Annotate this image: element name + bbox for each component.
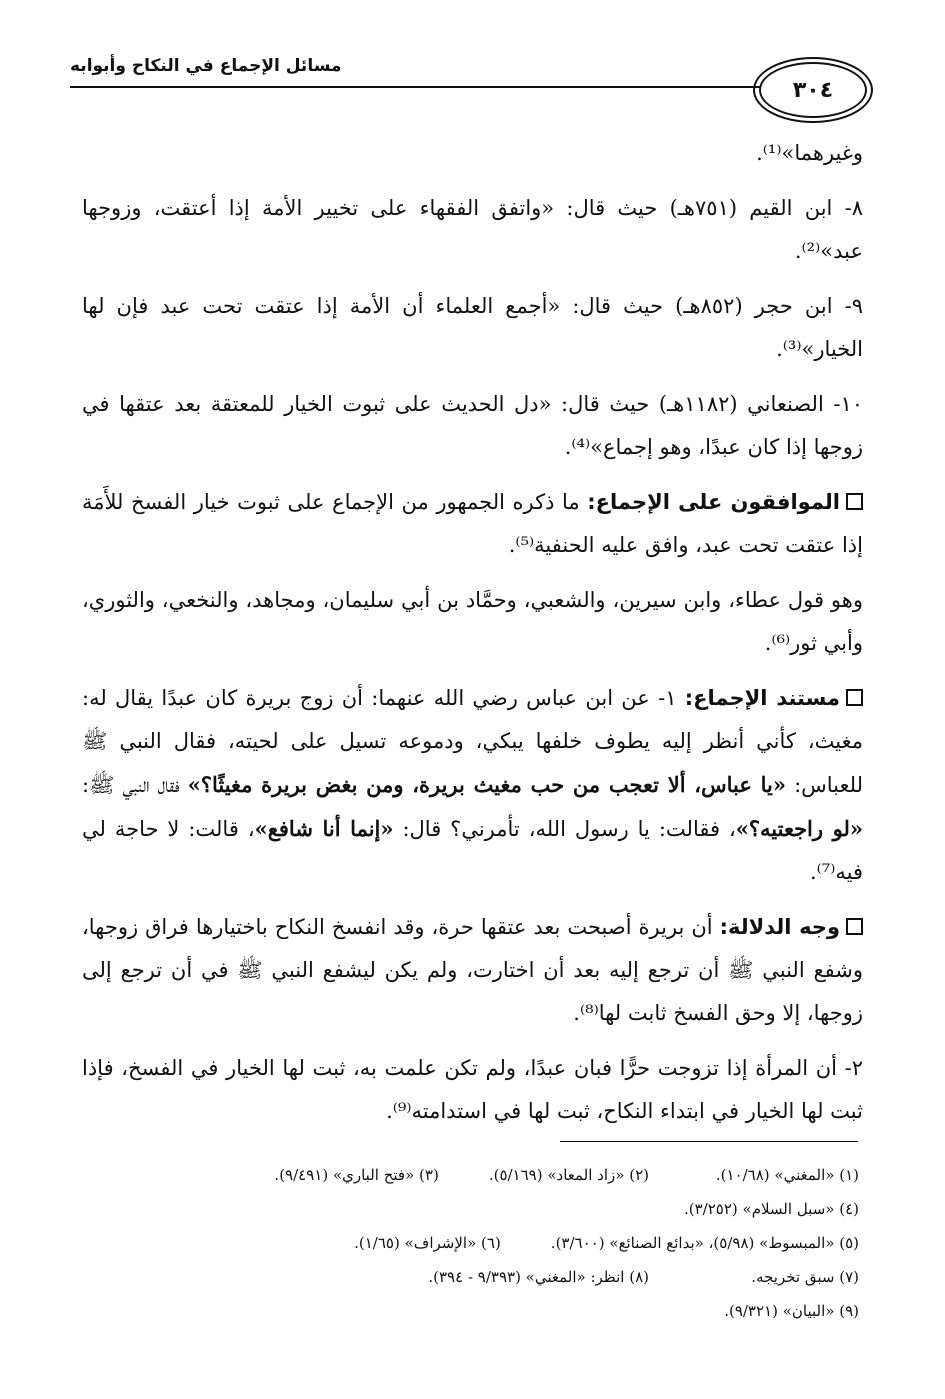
square-bullet-icon: [846, 493, 863, 510]
hadith-quote: «يا عباس، ألا تعجب من حب مغيث بريرة، ومن بغض بريرة مغيثًا؟»: [187, 772, 786, 797]
hadith-quote: «لو راجعتيه؟»: [735, 816, 863, 841]
footnote-row: [82, 1294, 859, 1328]
square-bullet-icon: [846, 689, 863, 706]
footnote: (٦) «الإشراف» (١/٦٥).: [354, 1234, 501, 1252]
square-bullet-icon: [846, 918, 863, 935]
main-text: [82, 132, 863, 1145]
paragraph-ibn-hajar: ٩- ابن حجر (٨٥٢هـ) حيث قال: «أجمع العلماء أن الأمة إذا عتقت تحت عبد فإن لها الخيار»⁽³⁾.: [82, 294, 863, 361]
page-number: ٣٠٤: [759, 62, 867, 118]
footnote: (٣) «فتح الباري» (٩/٤٩١).: [274, 1166, 439, 1184]
heading-evidence: وجه الدلالة:: [719, 915, 840, 939]
footnote-row: [82, 1226, 859, 1260]
footnote-row: [82, 1260, 859, 1294]
paragraph-scholars: وهو قول عطاء، وابن سيرين، والشعبي، وحمَّاد بن أبي سليمان، ومجاهد، والنخعي، والثوري، وأبي ثور⁽⁶⁾.: [82, 588, 863, 655]
footnote: (٩) «البيان» (٩/٣٢١).: [724, 1302, 859, 1320]
footnote-row: [82, 1192, 859, 1226]
footnote-rule: [560, 1141, 858, 1142]
paragraph-agreeing: [82, 481, 863, 567]
heading-agreeing: الموافقون على الإجماع:: [587, 490, 840, 514]
basis-text: ، قالت: لا حاجة لي فيه⁽⁷⁾.: [82, 817, 863, 884]
basis-text: فقال النبي ﷺ:: [82, 773, 188, 797]
paragraph-continuation: وغيرهما»⁽¹⁾.: [756, 141, 863, 165]
footnote: (٧) سبق تخريجه.: [751, 1268, 859, 1286]
footnote: (٢) «زاد المعاد» (٥/١٦٩).: [488, 1166, 649, 1184]
running-title: مسائل الإجماع في النكاح وأبوابه: [70, 56, 342, 76]
basis-text: ، فقالت: يا رسول الله، تأمرني؟ قال:: [393, 817, 736, 841]
paragraph-ibn-qayyim: ٨- ابن القيم (٧٥١هـ) حيث قال: «واتفق الفقهاء على تخيير الأمة إذا أعتقت، وزوجها عبد»⁽²⁾.: [82, 196, 863, 263]
footnote: (١) «المغني» (١٠/٦٨).: [715, 1166, 859, 1184]
evidence-text: أن بريرة أصبحت بعد عتقها حرة، وقد انفسخ النكاح باختيارها فراق زوجها، وشفع النبي ﷺ أن ترجع إليه بعد أن اختارت، ولم يكن ليشفع النبي ﷺ في أن ترجع إلى زوجها، إلا وحق الفسخ ثابت لها⁽⁸⁾.: [82, 915, 863, 1025]
heading-basis: مستند الإجماع:: [684, 686, 840, 710]
paragraph-sanani: ١٠- الصنعاني (١١٨٢هـ) حيث قال: «دل الحديث على ثبوت الخيار للمعتقة بعد عتقها في زوجها إذا كان عبدًا، وهو إجماع»⁽⁴⁾.: [82, 392, 863, 459]
footnote: (٨) انظر: «المغني» (٩/٣٩٣ - ٣٩٤).: [428, 1268, 649, 1286]
paragraph-basis: [82, 677, 863, 894]
footnote: (٥) «المبسوط» (٥/٩٨)، «بدائع الصنائع» (٣/٦٠٠).: [550, 1234, 859, 1252]
header-rule: [70, 86, 835, 88]
footnotes: [82, 1158, 859, 1328]
paragraph-evidence: [82, 906, 863, 1035]
footnote-row: [82, 1158, 859, 1192]
footnote: (٤) «سبل السلام» (٣/٢٥٢).: [683, 1200, 859, 1218]
paragraph-second-proof: ٢- أن المرأة إذا تزوجت حرًّا فبان عبدًا، ولم تكن علمت به، ثبت لها الخيار في الفسخ، فإذا ثبت لها الخيار في ابتداء النكاح، ثبت لها في استدامته⁽⁹⁾.: [82, 1056, 863, 1123]
basis-text: ١- عن ابن عباس رضي الله عنهما: أن زوج بريرة كان عبدًا يقال له: مغيث، كأني أنظر إليه يطوف خلفها يبكي، ودموعه تسيل على لحيته، فقال النبي ﷺ للعباس:: [82, 686, 863, 797]
hadith-quote: «إنما أنا شافع»: [254, 816, 394, 841]
agreeing-text: ما ذكره الجمهور من الإجماع على ثبوت خيار الفسخ للأَمَة إذا عتقت تحت عبد، وافق عليه الحنفية⁽⁵⁾.: [82, 490, 863, 557]
